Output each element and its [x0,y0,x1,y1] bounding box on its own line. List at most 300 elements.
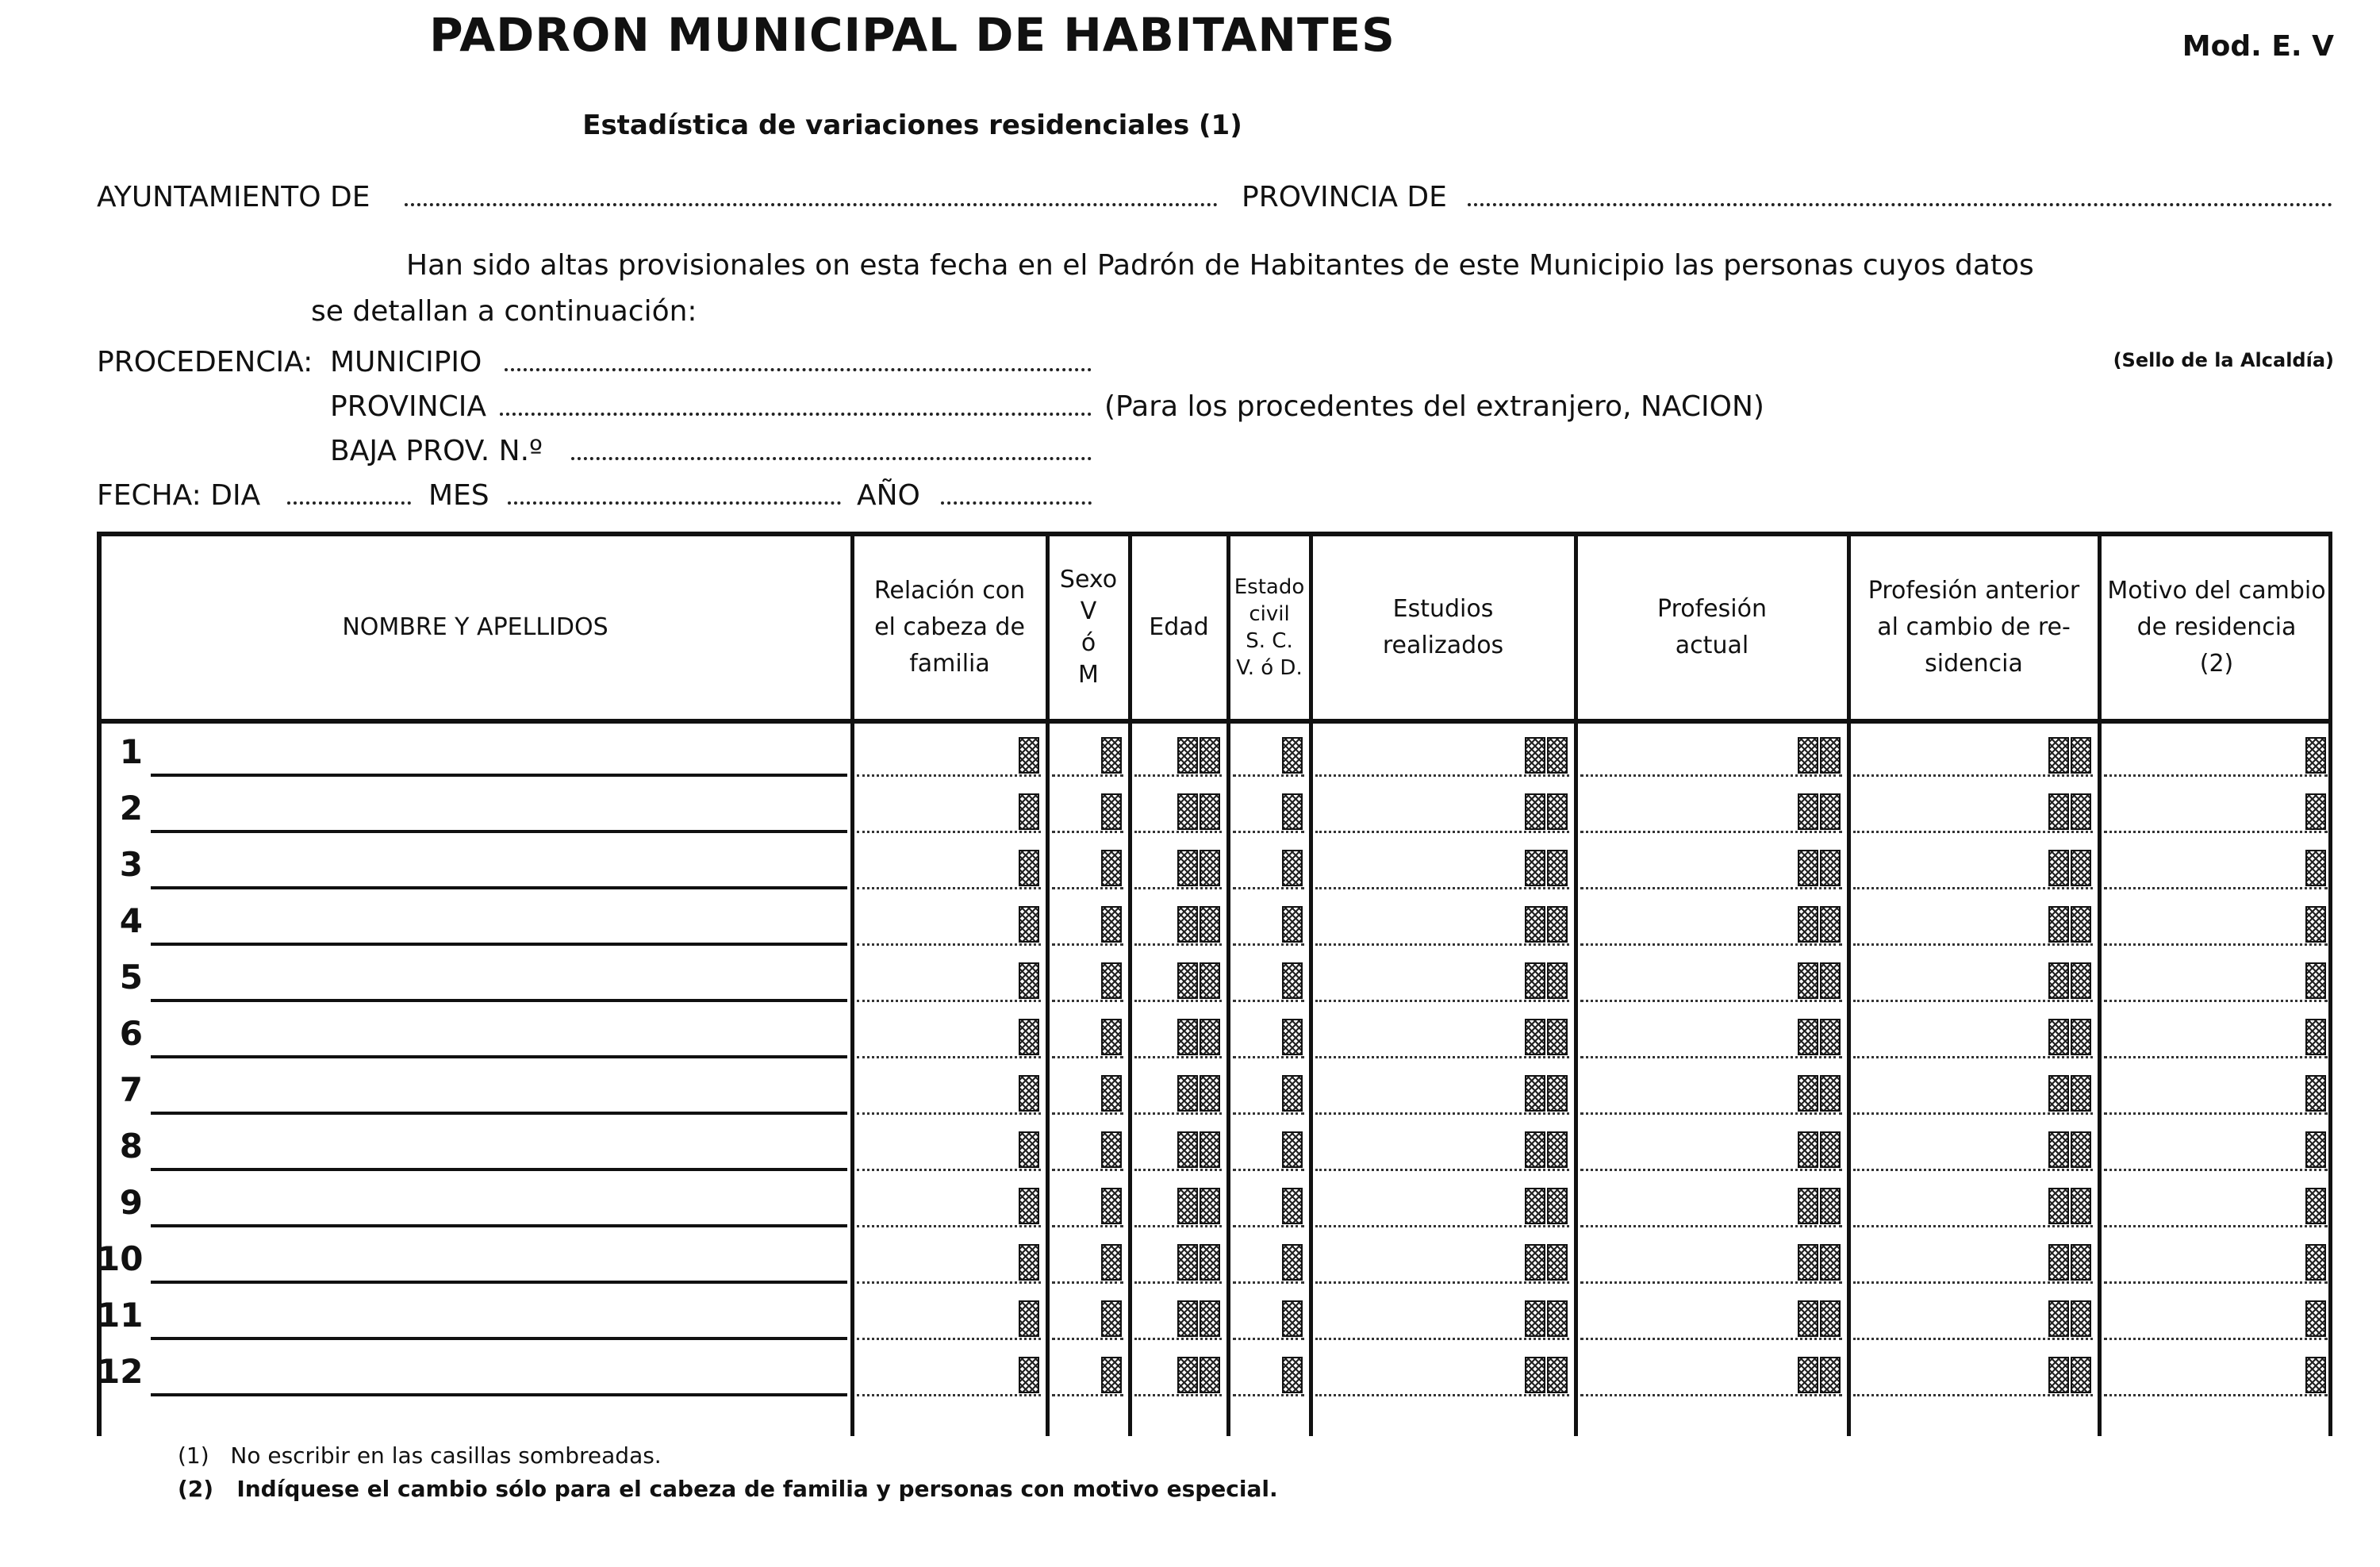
shaded-box [1019,793,1039,830]
shaded-box [1798,1019,1818,1055]
cell-sexo[interactable] [1052,774,1123,777]
procedencia-label: PROCEDENCIA: [97,346,313,378]
shaded-box [1101,737,1122,774]
shaded-box [1101,962,1122,999]
shaded-box [2305,1188,2326,1224]
cell-estado-civil[interactable] [1233,774,1304,777]
shaded-box [1200,1075,1220,1112]
shaded-box [2071,850,2091,886]
cell-estado-civil[interactable] [1233,1338,1304,1340]
shaded-box [1282,1244,1303,1281]
row-number: 10 [97,1239,144,1278]
shaded-box [1282,1075,1303,1112]
cell-profesion-actual[interactable] [1580,1225,1842,1227]
cell-edad[interactable] [1134,1394,1222,1396]
shaded-box [2071,737,2091,774]
cell-estudios[interactable] [1315,887,1569,889]
shaded-box [2071,1131,2091,1168]
shaded-box [1200,850,1220,886]
shaded-box [1019,1188,1039,1224]
shaded-box [2048,1131,2069,1168]
shaded-box [1798,737,1818,774]
document-title: PADRON MUNICIPAL DE HABITANTES [429,8,1395,62]
shaded-box [1820,1300,1841,1337]
shaded-box [1200,793,1220,830]
row-number: 9 [119,1183,143,1222]
mes-label: MES [428,479,489,512]
shaded-box [1820,1019,1841,1055]
cell-sexo[interactable] [1052,1112,1123,1115]
cell-sexo[interactable] [1052,943,1123,946]
cell-relacion[interactable] [857,1169,1041,1171]
shaded-box [1525,906,1545,943]
shaded-box [1547,1300,1568,1337]
shaded-box [1798,793,1818,830]
cell-profesion-actual[interactable] [1580,1281,1842,1284]
name-entry-line[interactable] [151,1224,847,1227]
provincia-field[interactable] [1468,203,2332,206]
shaded-box [1798,1131,1818,1168]
name-entry-line[interactable] [151,886,847,889]
shaded-box [2071,962,2091,999]
cell-sexo[interactable] [1052,1338,1123,1340]
shaded-box [1019,1244,1039,1281]
dia-field[interactable] [287,501,411,505]
cell-estado-civil[interactable] [1233,1169,1304,1171]
cell-edad[interactable] [1134,943,1222,946]
cell-motivo[interactable] [2104,1169,2328,1171]
cell-motivo[interactable] [2104,1112,2328,1115]
name-entry-line[interactable] [151,1281,847,1284]
shaded-box [1282,1357,1303,1393]
cell-sexo[interactable] [1052,1169,1123,1171]
cell-edad[interactable] [1134,774,1222,777]
shaded-box [1101,1188,1122,1224]
shaded-box [1547,737,1568,774]
row-number: 12 [97,1352,144,1391]
cell-profesion-anterior[interactable] [1853,1112,2093,1115]
shaded-box [1525,737,1545,774]
cell-motivo[interactable] [2104,887,2328,889]
residents-table [97,532,2332,1448]
cell-motivo[interactable] [2104,943,2328,946]
shaded-box [1820,1244,1841,1281]
cell-profesion-anterior[interactable] [1853,1056,2093,1058]
shaded-box [1798,1244,1818,1281]
shaded-box [2048,1300,2069,1337]
shaded-box [1282,1019,1303,1055]
shaded-box [1547,962,1568,999]
cell-motivo[interactable] [2104,831,2328,833]
name-entry-line[interactable] [151,1112,847,1115]
shaded-box [1177,906,1198,943]
shaded-box [1525,1357,1545,1393]
footnote-1 [178,1442,662,1469]
shaded-box [1177,962,1198,999]
ayuntamiento-field[interactable] [405,203,1218,206]
cell-profesion-anterior[interactable] [1853,943,2093,946]
cell-estudios[interactable] [1315,1281,1569,1284]
cell-relacion[interactable] [857,774,1041,777]
provincia2-field[interactable] [500,413,1092,416]
header-profesion-anterior: Profesión anterior al cambio de re- sidencia [1868,577,2080,678]
ayuntamiento-label: AYUNTAMIENTO DE [97,181,370,213]
column-divider [1847,532,1851,1436]
cell-relacion[interactable] [857,1225,1041,1227]
footnote-1-mark: (1) [178,1442,209,1469]
cell-profesion-anterior[interactable] [1853,1394,2093,1396]
shaded-box [1019,906,1039,943]
shaded-box [1282,793,1303,830]
shaded-box [1525,1019,1545,1055]
header-estudios: Estudios realizados [1382,595,1504,659]
footnote-2-text: Indíquese el cambio sólo para el cabeza de familia y personas con motivo especial. [236,1476,1278,1502]
shaded-box [2048,1019,2069,1055]
intro-text-line1: Han sido altas provisionales on esta fecha en el Padrón de Habitantes de este Municipio las personas cuyos datos [406,249,2034,282]
shaded-box [2048,962,2069,999]
shaded-box [1547,1357,1568,1393]
row-number: 8 [119,1127,143,1166]
cell-relacion[interactable] [857,1000,1041,1002]
shaded-box [1525,793,1545,830]
shaded-box [1547,1244,1568,1281]
cell-edad[interactable] [1134,1338,1222,1340]
shaded-box [1177,1244,1198,1281]
shaded-box [2048,793,2069,830]
shaded-box [2048,850,2069,886]
shaded-box [1019,1131,1039,1168]
shaded-box [1019,1019,1039,1055]
shaded-box [1101,1075,1122,1112]
cell-sexo[interactable] [1052,1000,1123,1002]
shaded-box [1282,1131,1303,1168]
cell-profesion-actual[interactable] [1580,1338,1842,1340]
header-sexo: Sexo V ó M [1059,566,1118,689]
shaded-box [2071,1300,2091,1337]
shaded-box [1798,850,1818,886]
provincia-label: PROVINCIA DE [1242,181,1447,213]
column-divider [2328,532,2332,1436]
name-entry-line[interactable] [151,1393,847,1396]
cell-estudios[interactable] [1315,1394,1569,1396]
cell-estudios[interactable] [1315,1225,1569,1227]
shaded-box [1547,1188,1568,1224]
shaded-box [2048,737,2069,774]
cell-sexo[interactable] [1052,1225,1123,1227]
shaded-box [1820,850,1841,886]
cell-motivo[interactable] [2104,1225,2328,1227]
row-number: 11 [97,1296,144,1335]
header-profesion-actual: Profesión actual [1657,595,1767,659]
cell-profesion-actual[interactable] [1580,1056,1842,1058]
shaded-box [2071,1244,2091,1281]
shaded-box [1200,962,1220,999]
shaded-box [2048,1244,2069,1281]
cell-profesion-anterior[interactable] [1853,1000,2093,1002]
cell-profesion-actual[interactable] [1580,943,1842,946]
shaded-box [1525,1075,1545,1112]
shaded-box [1200,1131,1220,1168]
shaded-box [1019,1075,1039,1112]
shaded-box [1820,962,1841,999]
shaded-box [1798,1188,1818,1224]
cell-profesion-actual[interactable] [1580,1112,1842,1115]
shaded-box [1547,850,1568,886]
shaded-box [1798,1300,1818,1337]
cell-edad[interactable] [1134,1281,1222,1284]
cell-estudios[interactable] [1315,1338,1569,1340]
shaded-box [1177,1300,1198,1337]
shaded-box [1525,1188,1545,1224]
shaded-box [1177,850,1198,886]
header-motivo: Motivo del cambio de residencia (2) [2107,577,2326,678]
shaded-box [1820,737,1841,774]
column-divider [1046,532,1050,1436]
cell-estado-civil[interactable] [1233,1281,1304,1284]
column-divider [850,532,854,1436]
shaded-box [1282,906,1303,943]
footnote-2-mark: (2) [178,1476,214,1502]
footnote-1-text: No escribir en las casillas sombreadas. [230,1442,662,1469]
column-divider [1309,532,1313,1436]
shaded-box [1547,1019,1568,1055]
shaded-box [1019,737,1039,774]
cell-motivo[interactable] [2104,1394,2328,1396]
shaded-box [1177,1019,1198,1055]
shaded-box [2305,1300,2326,1337]
shaded-box [1019,962,1039,999]
shaded-box [2305,962,2326,999]
fecha-dia-label: FECHA: DIA [97,479,261,512]
shaded-box [1019,1300,1039,1337]
name-entry-line[interactable] [151,830,847,833]
cell-sexo[interactable] [1052,831,1123,833]
shaded-box [1177,1075,1198,1112]
shaded-box [2305,1019,2326,1055]
document-subtitle: Estadística de variaciones residenciales (1) [582,109,1242,141]
shaded-box [2305,1357,2326,1393]
cell-edad[interactable] [1134,1112,1222,1115]
name-entry-line[interactable] [151,943,847,946]
shaded-box [1820,1075,1841,1112]
shaded-box [1547,1075,1568,1112]
sello-alcaldia: (Sello de la Alcaldía) [2113,349,2334,371]
cell-sexo[interactable] [1052,1394,1123,1396]
municipio-field[interactable] [505,368,1092,371]
cell-profesion-anterior[interactable] [1853,1169,2093,1171]
shaded-box [1282,737,1303,774]
shaded-box [1282,850,1303,886]
cell-relacion[interactable] [857,1394,1041,1396]
column-divider [1128,532,1132,1436]
shaded-box [1525,1131,1545,1168]
shaded-box [2305,737,2326,774]
shaded-box [2305,1131,2326,1168]
cell-profesion-actual[interactable] [1580,1394,1842,1396]
shaded-box [1200,1300,1220,1337]
cell-profesion-anterior[interactable] [1853,774,2093,777]
cell-estado-civil[interactable] [1233,887,1304,889]
cell-motivo[interactable] [2104,1338,2328,1340]
cell-estado-civil[interactable] [1233,1394,1304,1396]
shaded-box [1820,1188,1841,1224]
cell-motivo[interactable] [2104,1056,2328,1058]
cell-estudios[interactable] [1315,1169,1569,1171]
name-entry-line[interactable] [151,1337,847,1340]
cell-estudios[interactable] [1315,1112,1569,1115]
cell-profesion-anterior[interactable] [1853,1281,2093,1284]
shaded-box [1177,737,1198,774]
shaded-box [1525,962,1545,999]
shaded-box [1820,1357,1841,1393]
row-number: 6 [119,1014,143,1053]
shaded-box [1798,1357,1818,1393]
intro-text-line2: se detallan a continuación: [311,295,697,328]
cell-estudios[interactable] [1315,1000,1569,1002]
shaded-box [1177,1357,1198,1393]
cell-relacion[interactable] [857,1338,1041,1340]
shaded-box [2305,906,2326,943]
cell-estado-civil[interactable] [1233,1056,1304,1058]
shaded-box [1200,906,1220,943]
cell-edad[interactable] [1134,1056,1222,1058]
row-number: 3 [119,845,143,884]
cell-relacion[interactable] [857,887,1041,889]
shaded-box [1525,1300,1545,1337]
shaded-box [1200,1188,1220,1224]
shaded-box [1019,1357,1039,1393]
shaded-box [2048,906,2069,943]
cell-profesion-actual[interactable] [1580,831,1842,833]
mes-field[interactable] [508,501,841,505]
cell-estado-civil[interactable] [1233,943,1304,946]
shaded-box [1101,1244,1122,1281]
name-entry-line[interactable] [151,999,847,1002]
cell-profesion-anterior[interactable] [1853,1338,2093,1340]
cell-motivo[interactable] [2104,774,2328,777]
shaded-box [2305,1244,2326,1281]
row-number: 1 [119,732,143,771]
header-relacion: Relación con el cabeza de familia [873,577,1026,678]
row-number: 7 [119,1070,143,1109]
cell-profesion-anterior[interactable] [1853,1225,2093,1227]
shaded-box [1547,906,1568,943]
shaded-box [1282,962,1303,999]
shaded-box [2048,1357,2069,1393]
row-number: 5 [119,958,143,997]
ano-field[interactable] [941,501,1092,505]
cell-estado-civil[interactable] [1233,1225,1304,1227]
shaded-box [2305,1075,2326,1112]
shaded-box [2071,1188,2091,1224]
cell-estudios[interactable] [1315,1056,1569,1058]
cell-motivo[interactable] [2104,1281,2328,1284]
cell-edad[interactable] [1134,1169,1222,1171]
cell-edad[interactable] [1134,887,1222,889]
header-edad: Edad [1149,613,1209,641]
shaded-box [1101,1131,1122,1168]
header-nombre: NOMBRE Y APELLIDOS [342,613,608,641]
cell-sexo[interactable] [1052,1281,1123,1284]
row-number: 4 [119,901,143,940]
cell-profesion-actual[interactable] [1580,1169,1842,1171]
shaded-box [2048,1075,2069,1112]
shaded-box [1200,1357,1220,1393]
shaded-box [1820,1131,1841,1168]
shaded-box [1547,1131,1568,1168]
cell-profesion-actual[interactable] [1580,887,1842,889]
cell-profesion-actual[interactable] [1580,1000,1842,1002]
cell-estudios[interactable] [1315,831,1569,833]
cell-estado-civil[interactable] [1233,1000,1304,1002]
column-divider [1226,532,1230,1436]
baja-prov-field[interactable] [571,457,1092,460]
cell-sexo[interactable] [1052,887,1123,889]
shaded-box [1798,962,1818,999]
shaded-box [1019,850,1039,886]
shaded-box [1177,793,1198,830]
ano-label: AÑO [857,479,920,512]
cell-relacion[interactable] [857,1056,1041,1058]
column-divider [2098,532,2102,1436]
cell-estudios[interactable] [1315,774,1569,777]
cell-profesion-actual[interactable] [1580,774,1842,777]
cell-relacion[interactable] [857,831,1041,833]
baja-prov-label: BAJA PROV. N.º [330,435,543,467]
shaded-box [1101,1019,1122,1055]
cell-relacion[interactable] [857,1281,1041,1284]
column-divider [1574,532,1578,1436]
shaded-box [2071,1357,2091,1393]
shaded-box [1200,1019,1220,1055]
cell-sexo[interactable] [1052,1056,1123,1058]
shaded-box [1820,793,1841,830]
cell-relacion[interactable] [857,1112,1041,1115]
name-entry-line[interactable] [151,1168,847,1171]
cell-edad[interactable] [1134,831,1222,833]
shaded-box [2071,793,2091,830]
shaded-box [2305,850,2326,886]
shaded-box [1101,793,1122,830]
model-code: Mod. E. V [2182,30,2334,63]
cell-profesion-anterior[interactable] [1853,887,2093,889]
name-entry-line[interactable] [151,1055,847,1058]
cell-estado-civil[interactable] [1233,831,1304,833]
row-number: 2 [119,789,143,828]
cell-relacion[interactable] [857,943,1041,946]
cell-estudios[interactable] [1315,943,1569,946]
shaded-box [1282,1300,1303,1337]
shaded-box [1525,1244,1545,1281]
table-header-border [97,719,2332,724]
shaded-box [2071,1019,2091,1055]
shaded-box [1101,1357,1122,1393]
shaded-box [1820,906,1841,943]
shaded-box [1101,1300,1122,1337]
shaded-box [1525,850,1545,886]
shaded-box [2071,906,2091,943]
cell-motivo[interactable] [2104,1000,2328,1002]
footnote-2 [178,1476,1278,1502]
shaded-box [1200,737,1220,774]
cell-estado-civil[interactable] [1233,1112,1304,1115]
cell-edad[interactable] [1134,1000,1222,1002]
shaded-box [2305,793,2326,830]
name-entry-line[interactable] [151,774,847,777]
cell-profesion-anterior[interactable] [1853,831,2093,833]
cell-edad[interactable] [1134,1225,1222,1227]
shaded-box [1798,906,1818,943]
